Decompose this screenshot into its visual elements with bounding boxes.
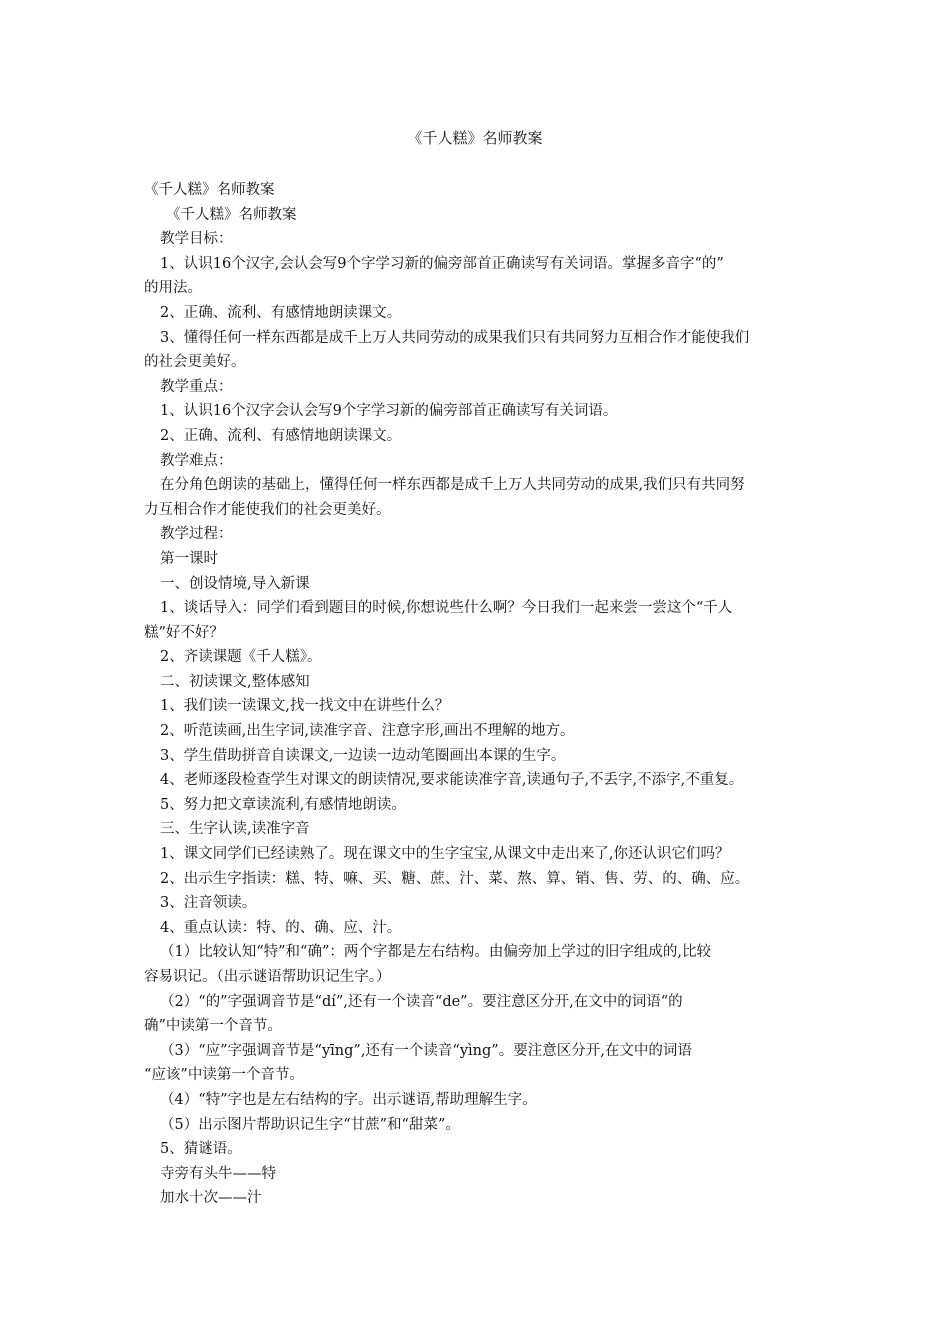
paragraph-line: 教学目标： [160,231,233,248]
paragraph-line: 在分角色朗读的基础上，懂得任何一样东西都是成千上万人共同劳动的成果,我们只有共同努 [160,477,745,494]
document-body [144,178,810,1211]
paragraph-line: 糕”好不好？ [144,624,224,641]
paragraph-line: （1）比较认知“特”和“确”：两个字都是左右结构。由偏旁加上学过的旧字组成的,比较 [160,944,711,961]
paragraph-line: （3）“应”字强调音节是“yīng”,还有一个读音“yìng”。要注意区分开,在文中的词语 [160,1042,692,1059]
paragraph-line: （5）出示图片帮助识记生字“甘蔗”和“甜菜”。 [160,1116,460,1133]
paragraph-line: 2、正确、流利、有感情地朗读课文。 [160,304,402,321]
paragraph-line: 寺旁有头牛——特 [160,1165,276,1182]
paragraph-line: “应该”中读第一个音节。 [144,1067,304,1084]
paragraph-line: 教学过程： [160,526,233,543]
paragraph-line: 力互相合作才能使我们的社会更美好。 [144,501,391,518]
paragraph-line: 二、初读课文,整体感知 [160,673,310,690]
paragraph-line: 1、我们读一读课文,找一找文中在讲些什么？ [160,698,450,715]
paragraph-line: 三、生字认读,读准字音 [160,821,310,838]
paragraph-line: 2、齐读课题《千人糕》。 [160,649,322,666]
paragraph-line: 一、创设情境,导入新课 [160,575,310,592]
paragraph-line: 2、正确、流利、有感情地朗读课文。 [160,427,402,444]
paragraph-line: 1、认识16个汉字,会认会写9个字学习新的偏旁部首正确读写有关词语。掌握多音字“的” [160,255,724,272]
paragraph-line: 2、听范读画,出生字词,读准字音、注意字形,画出不理解的地方。 [160,723,575,740]
paragraph-line: （2）“的”字强调音节是“dí”,还有一个读音“de”。要注意区分开,在文中的词语“的 [160,993,683,1010]
paragraph-line: 容易识记。（出示谜语帮助识记生字。） [144,969,391,985]
paragraph-line: 4、老师逐段检查学生对课文的朗读情况,要求能读准字音,读通句子,不丢字,不添字,不重复。 [160,772,744,789]
paragraph-line: 《千人糕》名师教案 [144,182,275,198]
paragraph-line: 教学难点： [160,452,233,469]
paragraph-line: 3、注音领读。 [160,895,257,912]
paragraph-line: 4、重点认读：特、的、确、应、汁。 [160,919,402,936]
paragraph-line: 1、课文同学们已经读熟了。现在课文中的生字宝宝,从课文中走出来了,你还认识它们吗？ [160,846,730,863]
paragraph-line: 5、猜谜语。 [160,1141,242,1158]
paragraph-line: 《千人糕》名师教案 [166,206,297,223]
paragraph-line: 1、谈话导入：同学们看到题目的时候,你想说些什么啊？今日我们一起来尝一尝这个“千人 [160,600,733,617]
paragraph-line: 加水十次——汁 [160,1190,262,1207]
paragraph-line: 1、认识16个汉字会认会写9个字学习新的偏旁部首正确读写有关词语。 [160,403,618,420]
paragraph-line: 的用法。 [144,280,202,297]
paragraph-line: 教学重点： [160,378,233,395]
page-title: 《千人糕》名师教案 [407,129,543,147]
paragraph-line: 3、懂得任何一样东西都是成千上万人共同劳动的成果我们只有共同努力互相合作才能使我们 [160,329,750,346]
paragraph-line: 确”中读第一个音节。 [144,1018,282,1035]
paragraph-line: 的社会更美好。 [144,354,246,371]
paragraph-line: 5、努力把文章读流利,有感情地朗读。 [160,796,406,813]
paragraph-line: （4）“特”字也是左右结构的字。出示谜语,帮助理解生字。 [160,1091,537,1108]
paragraph-line: 2、出示生字指读：糕、特、嘛、买、糖、蔗、汁、菜、熬、算、销、售、劳、的、确、应。 [160,870,750,887]
paragraph-line: 第一课时 [160,550,218,567]
paragraph-line: 3、学生借助拼音自读课文,一边读一边动笔圈画出本课的生字。 [160,747,566,764]
